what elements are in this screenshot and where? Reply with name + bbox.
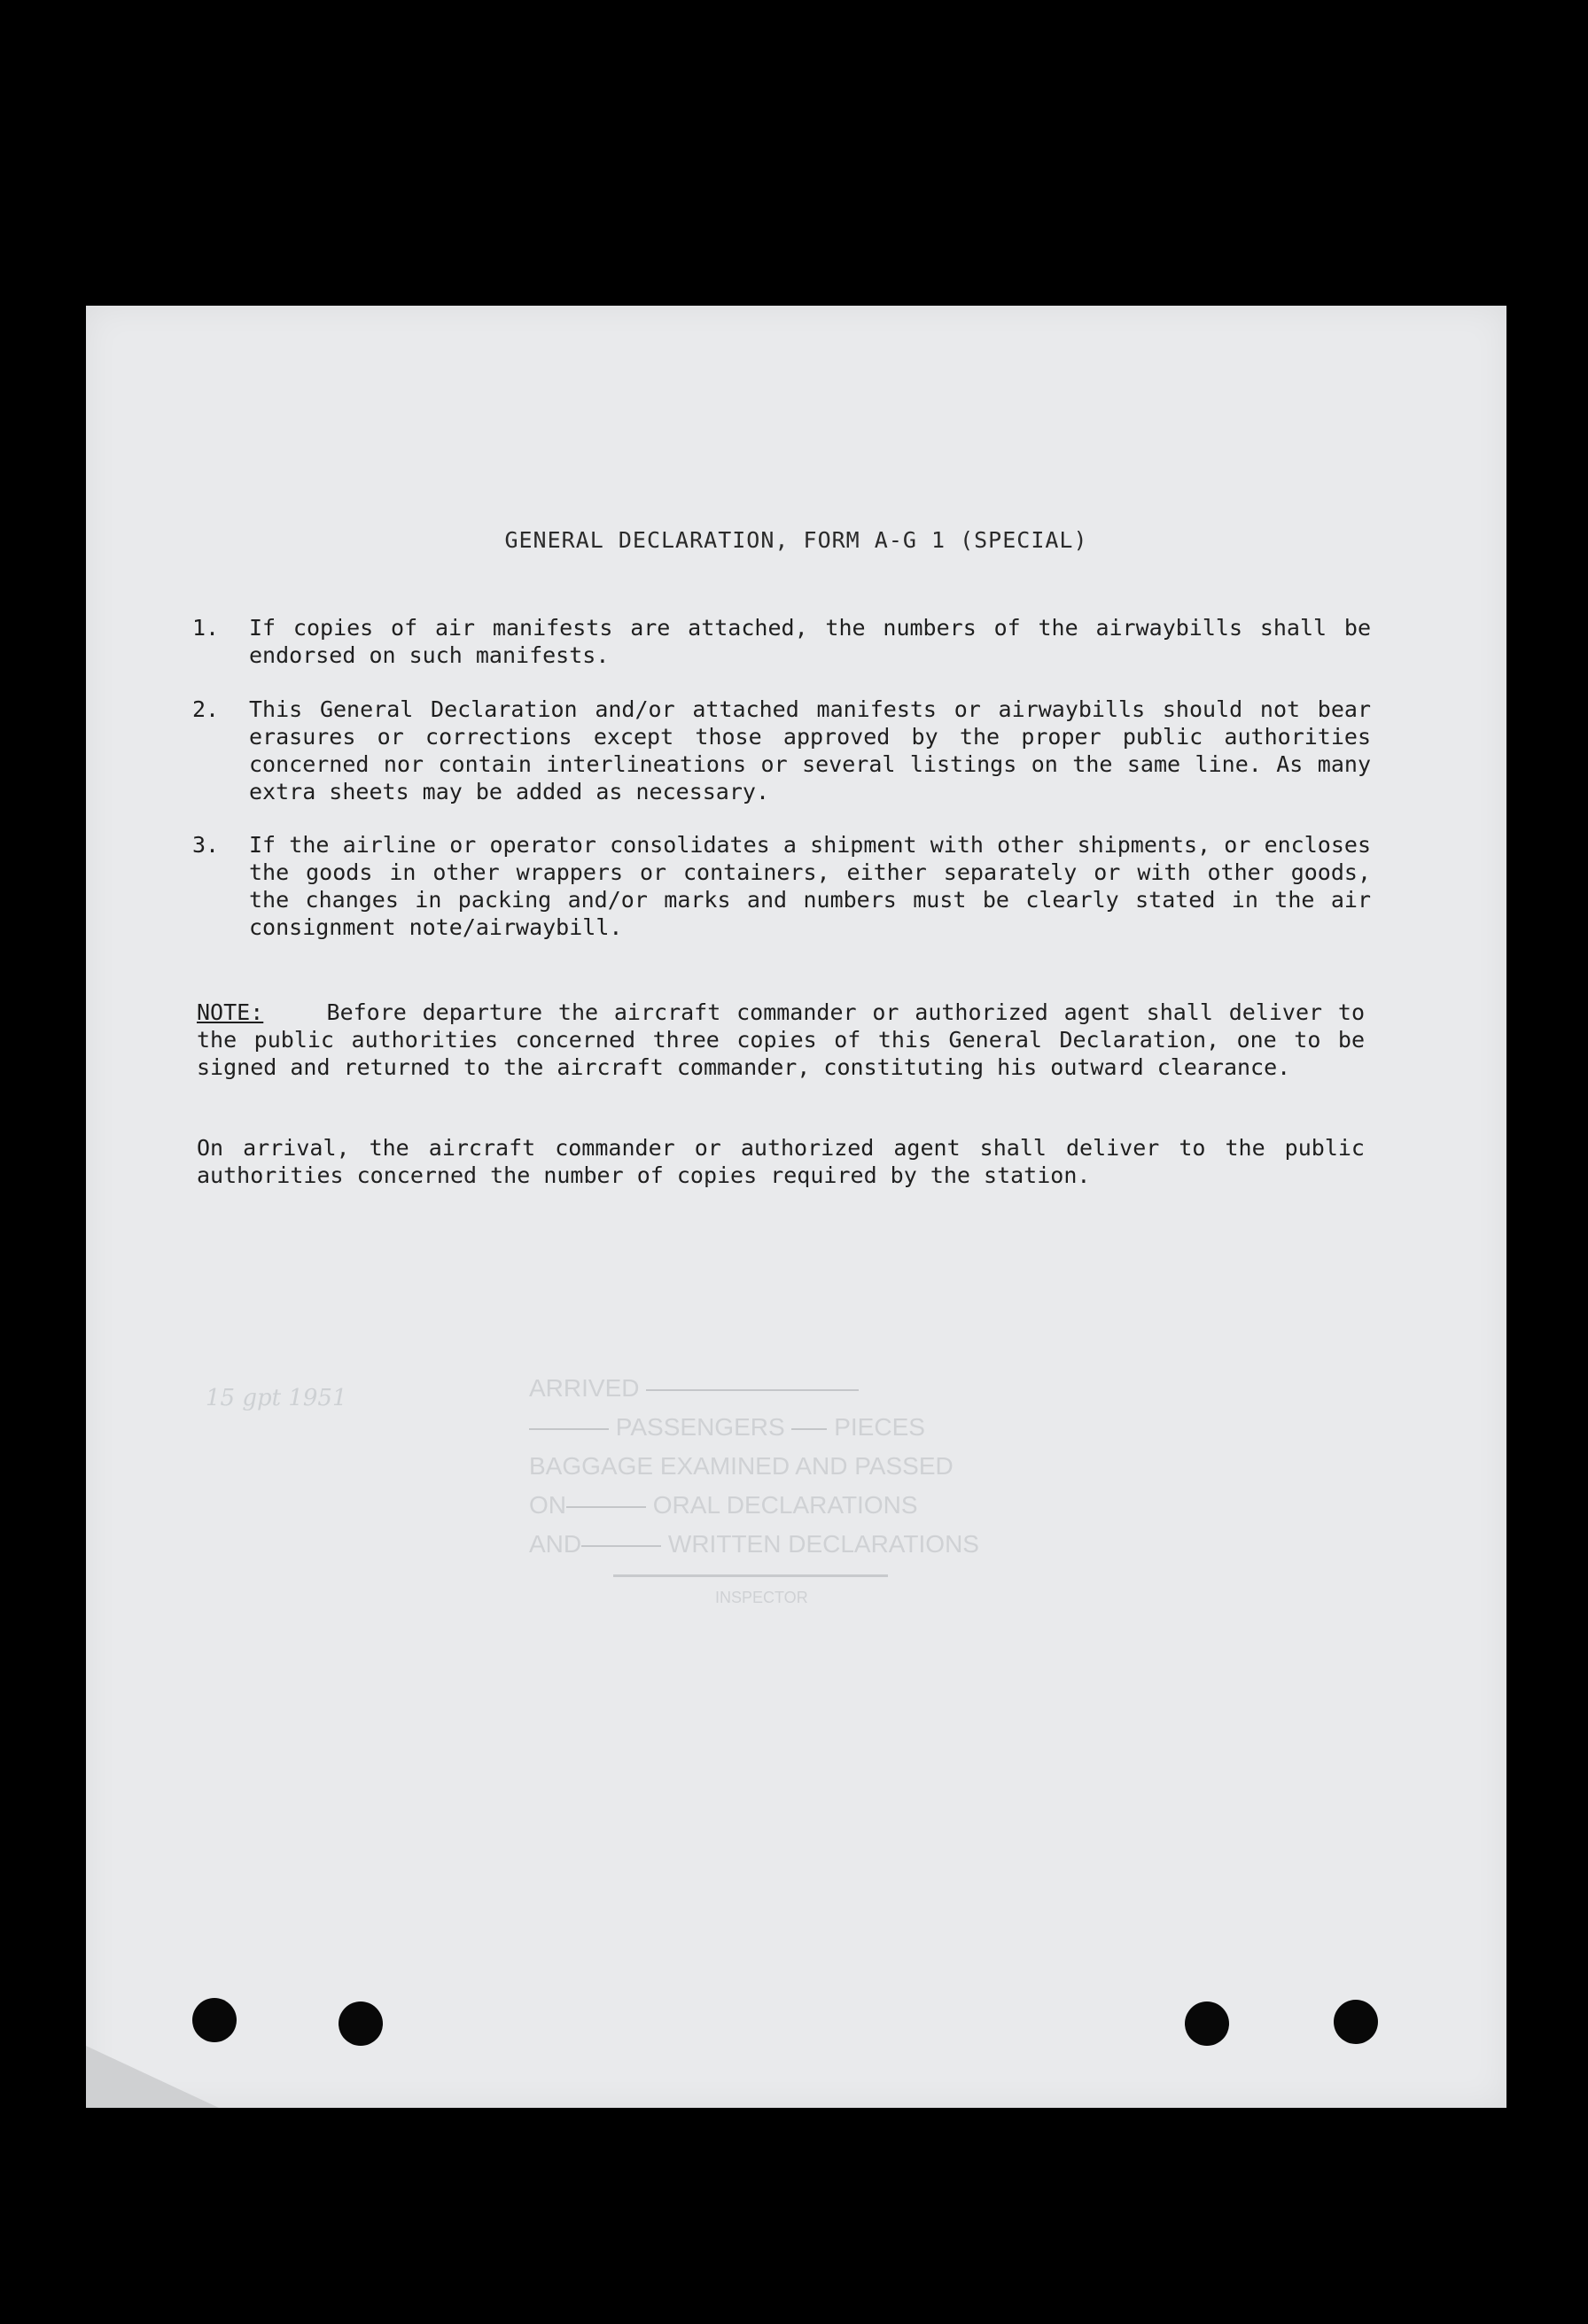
item-text: If copies of air manifests are attached, the numbers of the airwaybills shall be endorsed on such manifests. [249,615,1371,668]
item-number: 2. [192,696,220,722]
item-number: 3. [192,832,220,858]
punch-hole [192,1998,237,2042]
list-item-3 [192,831,1371,941]
stamp-line: AND WRITTEN DECLARATIONS [529,1530,979,1558]
document-title: GENERAL DECLARATION, FORM A-G 1 (SPECIAL) [504,527,1088,553]
note-text: Before departure the aircraft commander or authorized agent shall deliver to the public authorities concerned three copies of this General Declaration, one to be signed and returned to the aircraft commander, constituting his outward clearance. [197,999,1365,1080]
customs-stamp [529,1369,979,1670]
arrival-paragraph: On arrival, the aircraft commander or authorized agent shall deliver to the public authorities concerned the number of copies required by the station. [197,1135,1365,1188]
folded-corner [86,2046,219,2108]
signature-label: INSPECTOR [715,1589,808,1606]
punch-hole [1185,2001,1229,2046]
item-text: This General Declaration and/or attached manifests or airwaybills should not bear erasures or corrections except those approved by the proper public authorities concerned nor contain interlineations or several listings on the same line. As many extra sheets may be added as necessary. [249,696,1371,804]
signature-line [613,1574,888,1577]
note-paragraph [197,999,1365,1081]
punch-hole [339,2001,383,2046]
pencil-annotation: 15 gpt 1951 [206,1385,347,1411]
stamp-line: ARRIVED [529,1369,937,1408]
punch-hole [1334,2000,1378,2044]
list-item-2 [192,696,1371,805]
stamp-line: PASSENGERS PIECES [529,1408,937,1447]
item-text: If the airline or operator consolidates a shipment with other shipments, or encloses the goods in other wrappers or containers, either separately or with other goods, the changes in packing and/or marks and numbers must be clearly stated in the air consignment note/airwaybill. [249,832,1371,940]
item-number: 1. [192,615,220,641]
stamp-line: BAGGAGE EXAMINED AND PASSED [529,1452,954,1480]
stamp-line: ON ORAL DECLARATIONS [529,1491,918,1519]
document-page [86,306,1506,2108]
list-item-1 [192,614,1371,669]
note-label: NOTE: [197,999,264,1025]
